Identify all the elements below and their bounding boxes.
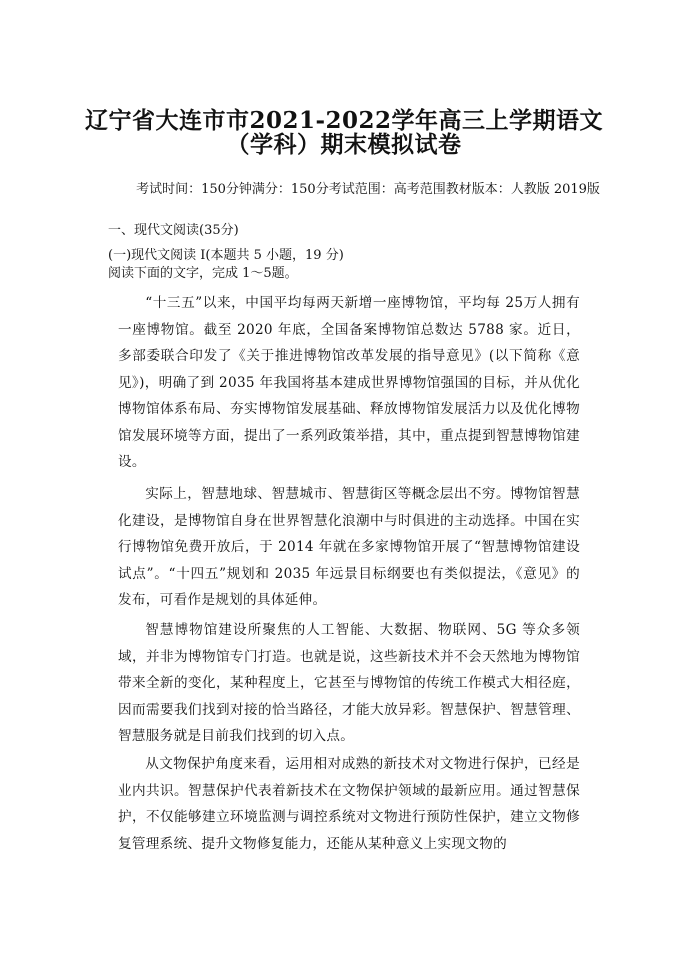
section-heading: 一、现代文阅读(35分) xyxy=(108,223,239,238)
document-title-line-1: 辽宁省大连市市2021-2022学年高三上学期语文 xyxy=(84,107,604,134)
paragraph: 从文物保护角度来看，运用相对成熟的新技术对文物进行保护，已经是业内共识。智慧保护代表着新技术在文物保护领域的最新应用。通过智慧保护，不仅能够建立环境监测与调控系统对文物进行预防性保护，建立文物修复管理系统、提升文物修复能力，还能从某种意义上实现文物的 xyxy=(118,756,580,852)
paragraph: 智慧博物馆建设所聚焦的人工智能、大数据、物联网、5G 等众多领域，并非为博物馆专门打造。也就是说，这些新技术并不会天然地为博物馆带来全新的变化，某种程度上，它甚至与博物馆的传统工作模式大相径庭，因而需要我们找到对接的恰当路径，才能大放异彩。智慧保护、智慧管理、智慧服务就是目前我们找到的切入点。 xyxy=(118,622,580,744)
exam-info: 考试时间：150分钟满分：150分考试范围：高考范围教材版本：人教版 2019版 xyxy=(136,182,600,197)
reading-instruction: 阅读下面的文字，完成 1～5题。 xyxy=(108,266,298,281)
subsection-heading: (一)现代文阅读 I(本题共 5 小题，19 分) xyxy=(108,248,344,263)
paragraph: “十三五”以来，中国平均每两天新增一座博物馆，平均每 25万人拥有一座博物馆。截至 2020 年底，全国备案博物馆总数达 5788 家。近日，多部委联合印发了《关于推进博物馆改革发展的指导意见》(以下简称《意见》)，明确了到 2035 年我国将基本建成世界博物馆强国的目标，并从优化博物馆体系布局、夯实博物馆发展基础、释放博物馆发展活力以及优化博物馆发展环境等方面，提出了一系列政策举措，其中，重点提到智慧博物馆建设。 xyxy=(118,295,580,470)
paragraph: 实际上，智慧地球、智慧城市、智慧街区等概念层出不穷。博物馆智慧化建设，是博物馆自身在世界智慧化浪潮中与时俱进的主动选择。中国在实行博物馆免费开放后，于 2014 年就在多家博物馆开展了“智慧博物馆建设试点”。“十四五”规划和 2035 年远景目标纲要也有类似提法，《意见》的发布，可看作是规划的具体延伸。 xyxy=(118,486,580,608)
document-title-line-2: （学科）期末模拟试卷 xyxy=(226,131,462,158)
